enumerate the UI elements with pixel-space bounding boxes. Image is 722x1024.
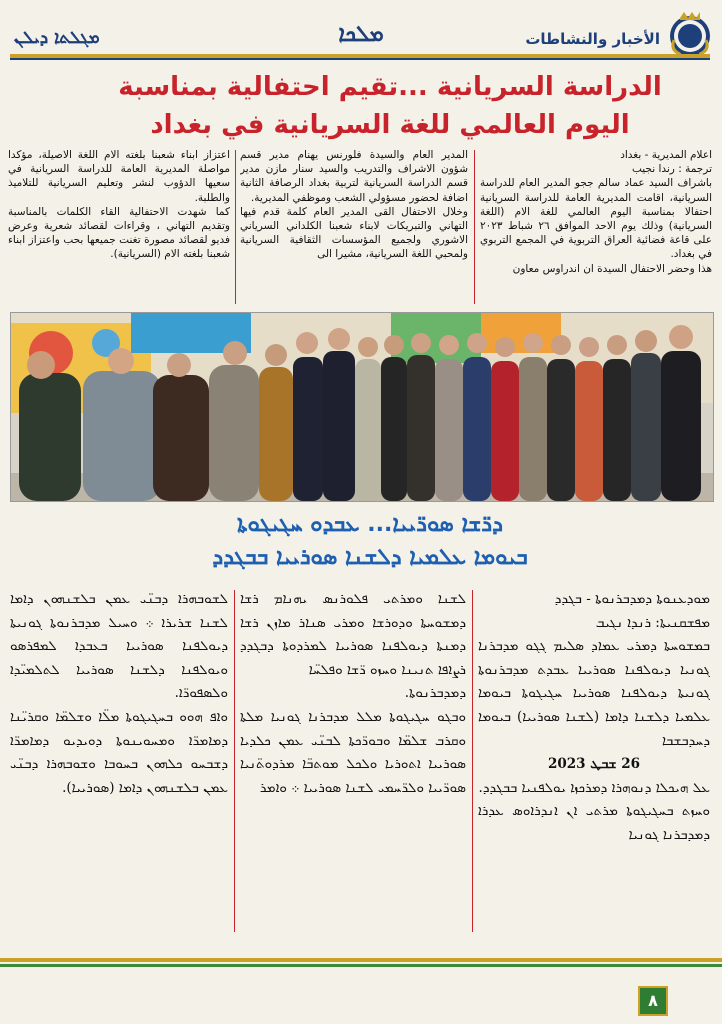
paragraph: ܒܡܫܘܚܬܐ ܕܡܪܝ ܥܡܐܕ ܣܠܝܡ ܓܓܘ ܡܕܒܪܢܐ ܓܘܢܝܐ ܕܝܘܠܦܢܐ ܣܘܪܝܝܐ ܥܒܕܬ ܡܕܒܪܢܘܬܐ ܓܘܢܝܬܐ ܕܝܘܠܦܢܐ ܣܘܪܝܝܐ ܚܓܝܓܘܬܐ ܒܝܘܡܐ ܥܠܡܝܐ ܕܠܫܢܐ ܕܐܡܐ (ܠܫܢܐ ܣܘܪܝܝܐ) ܒܝܘܡܐ ܕܚܕܒܫܒܐ	[478, 638, 710, 749]
syriac-title-line2: ܒܝܘܡܐ ܥܠܡܝܐ ܕܠܫܢܐ ܣܘܪܝܝܐ ܒܒܓܕܕ	[212, 545, 528, 570]
paragraph: هذا وحضر الاحتفال السيدة ان اندراوس معاون	[512, 262, 712, 275]
footer-green-rule	[0, 964, 722, 967]
paragraph: وخلال الاحتفال القى المدير العام كلمة قدم فيها التهاني والتبريكات لابناء شعبنا الكلداني السرياني الاشوري ولجميع المؤسسات الثقافية السريانية ولمحبي اللغة السريانية، مشيرا الى	[240, 205, 468, 261]
paragraph: باشراف السيد عماد سالم ججو المدير العام للدراسة السريانية، اقامت المديرية العامة للدراسة السريانية احتفالا بمناسبة اليوم العالمي للغة الام (اللغة السريانية) وذلك يوم الاحد الموافق ٢٦ شباط ٢٠٢٣ على قاعة فضائية العراق التربوية في المجمع التربوي في بغداد.	[480, 177, 712, 261]
paragraph: ܠܫܢܐ ܘܡܪܬܝ ܦܠܘܪܢܣ ܝܗܢܐܡ ܪܫܐ ܕܡܫܘܚܬܐ ܘܕܘܪܫܐ ܘܡܪܝ ܣܢܐܪ ܡܐܙܢ ܪܫܐ ܕܡܢܬܐ ܕܝܘܠܦܢܐ ܣܘܪܝܝܐ ܠܡܪܕܘܬܐ ܕܒܓܕܕ ܪܨܐܦܐ ܬܢܝܢܐ ܘܚܙܘ ܪ̈ܫܐ ܘܦܠܚ̈ܐ	[240, 591, 466, 678]
paragraph: ܘܚܙܬ ܒܚܓܝܓܘܬܐ ܡܪܬܝ ܐܢ ܐܢܕܪܐܘܣ ܥܕܪܐ ܕܡܕܒܪܢܐ ܓܘܢܝܐ	[478, 803, 710, 843]
paragraph: ܘܒܓܘ ܚܓܝܓܘܬܐ ܡܠܠ ܡܕܒܪܢܐ ܓܘܢܝܐ ܡܠܬܐ ܘܩܪܒ ܫܠܡ̈ܐ ܘܒܘܪ̈ܟܬܐ ܠܒܢ̈ܝ ܥܡܢ ܟܠܕܝܐ ܣܘܪܝܝܐ ܐܬܘܪܝܐ ܘܠܟܠ ܡܘܬܒ̈ܐ ܡܪܕܘܬ̈ܢܝܐ ܣܘܪ̈ܝܝܐ ܘܠܪ̈ܚܡܝ ܠܫܢܐ ܣܘܪܝܝܐ ܀ ܘܐܡܪ	[240, 708, 466, 796]
header-right-title: الأخبار والنشاطات	[525, 30, 660, 48]
arabic-column-middle	[240, 148, 468, 306]
column-divider	[472, 590, 473, 932]
paragraph: المدير العام والسيدة فلورنس يهنام مدير قسم شؤون الاشراف والتدريب والسيد سنار مازن مدير قسم الدراسة السريانية لتربية بغداد الرصافة الثانية اضافة لحضور مسؤولي الشعب وموظفي المديرية.	[240, 149, 468, 204]
arabic-column-right	[480, 148, 712, 306]
paragraph: ܥܠ ܗܝܟܠܐ ܕܢܘܗܪܐ ܕܡܪܟܙܐ ܝܘܠܦܢܝܐ ܒܒܓܕܕ.	[478, 779, 710, 796]
paragraph: ترجمة : رندا نجيب	[631, 163, 712, 176]
column-divider	[474, 150, 475, 304]
paragraph: ܡܘܕܥܢܘܬܐ ܕܡܕܒܪܢܘܬܐ - ܒܓܕܕ	[554, 591, 710, 607]
paragraph: ܠܫܘܒܗܪܐ ܕܒܢ̈ܝ ܥܡܢ ܒܠܫܢܗܘܢ ܕܐܡܐ ܠܫܢܐ ܫܪܝܪܐ ܀ ܘܚܝܠ ܡܕܒܪܢܘܬܐ ܓܘܢܝܬܐ ܕܝܘܠܦܢܐ ܣܘܪܝܝܐ ܒܥܒܕܐ ܠܡܦܪܣܘ ܘܝܘܠܦܢܐ ܕܠܫܢܐ ܣܘܪܝܝܐ ܠܬܠܡܝ̈ܕܐ ܘܠܣܦܘܪ̈ܐ.	[10, 591, 228, 702]
paragraph: ܡܦܫܩܢܝܬܐ: ܪܢܕܐ ܢܓܝܒ	[595, 614, 710, 631]
article-title-line1: الدراسة السريانية ...تقيم احتفالية بمناسبة	[118, 72, 662, 102]
footer-gold-rule	[0, 958, 722, 962]
column-divider	[234, 590, 235, 932]
group-photo	[10, 312, 714, 502]
syriac-column-left	[10, 588, 228, 934]
header-navy-rule	[10, 58, 710, 60]
syriac-column-right	[478, 588, 710, 934]
paragraph: كما شهدت الاحتفالية القاء الكلمات بالمناسبة وتقديم التهاني ، وقراءات لقصائد شعرية وعرض فديو لقصائد مصورة تغنت جميعها بحب واعتزاز ابناء شعبنا بلغته الام (السريانية).	[8, 205, 230, 261]
column-divider	[235, 150, 236, 304]
crest-logo-icon	[666, 10, 714, 58]
paragraph: ܘܐܦ ܗܘܘ ܒܚܓܝܓܘܬܐ ܡܠ̈ܐ ܘܫܠܡ̈ܐ ܘܩܪܝ̈ܢܐ ܕܡܐܡܪ̈ܐ ܘܡܚܘܝܢܘܬܐ ܕܘܝܕܝܘ ܕܡܐܡܪ̈ܐ ܕܫܒܚܘ ܟܠܗܘܢ ܒܚܘܒܐ ܘܫܘܒܗܪܐ ܕܒܢ̈ܝ ܥܡܢ ܒܠܫܢܗܘܢ ܕܐܡܐ (ܣܘܪܝܝܐ).	[10, 708, 228, 796]
date-line: 26 ܫܒܛ 2023	[548, 756, 640, 773]
page-number: ٨	[638, 986, 668, 1016]
syriac-column-middle	[240, 588, 466, 934]
arabic-column-left	[8, 148, 230, 306]
syriac-title-line1: ܕܪ̈ܫܐ ܣܘܪ̈ܝܝܐ... ܥܒܕܘ ܚܓܝܓܘܬܐ	[237, 512, 503, 537]
paragraph: اعتزاز ابناء شعبنا بلغته الام اللغة الاصيلة، مؤكدا مواصلة المديرية العامة للدراسة السريانية في سعيها الدؤوب لنشر وتعليم السريانية للتلاميذ والطلبة.	[8, 149, 230, 204]
page-header	[0, 0, 722, 60]
article-title-line2: اليوم العالمي للغة السريانية في بغداد	[150, 110, 630, 140]
header-left-title: ܡܓܠܬܐ ܕܝܠܢ	[14, 28, 100, 48]
paragraph: اعلام المديرية - بغداد	[620, 149, 712, 161]
header-center-title: ܡܠܟܐ	[338, 22, 384, 47]
paragraph: ܕܡܕܒܪܢܘܬܐ.	[404, 685, 466, 702]
